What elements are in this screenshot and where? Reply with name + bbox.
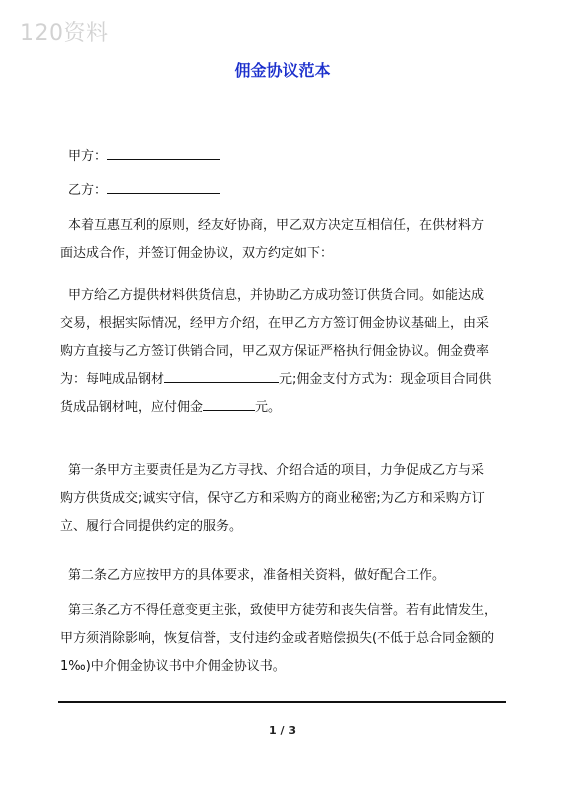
party-b-line bbox=[68, 180, 220, 200]
document-title: 佣金协议范本 bbox=[234, 61, 331, 80]
paragraph-line bbox=[60, 394, 510, 422]
party-a-label: 甲方： bbox=[68, 149, 108, 164]
paragraph-line: 第一条甲方主要责任是为乙方寻找、介绍合适的项目，力争促成乙方与采 bbox=[68, 463, 485, 478]
paragraph-line: 甲方给乙方提供材料供货信息，并协助乙方成功签订供货合同。如能达成 bbox=[68, 288, 485, 303]
paragraph-article-3 bbox=[60, 597, 510, 681]
commission-due-label: 货成品钢材吨，应付佣金 bbox=[60, 400, 204, 415]
paragraph-article-1 bbox=[60, 457, 510, 541]
rate-blank bbox=[164, 368, 279, 383]
yuan-text: 元。 bbox=[255, 400, 282, 415]
rate-label: 为：每吨成品钢材 bbox=[60, 372, 165, 387]
paragraph-line: 本着互惠互利的原则，经友好协商，甲乙双方决定互相信任，在供材料方 bbox=[68, 218, 485, 233]
paragraph-line: 第三条乙方不得任意变更主张，致使甲方徒劳和丧失信誉。若有此情发生， bbox=[68, 603, 498, 618]
commission-blank bbox=[203, 396, 255, 411]
paragraph-commission-terms bbox=[60, 282, 510, 422]
paragraph-article-2 bbox=[60, 562, 510, 590]
paragraph-line: 1‰)中介佣金协议书中介佣金协议书。 bbox=[60, 659, 286, 674]
paragraph-line: 甲方须消除影响，恢复信誉，支付违约金或者赔偿损失(不低于总合同金额的 bbox=[60, 631, 495, 646]
party-a-blank bbox=[107, 146, 220, 160]
paragraph-intro bbox=[60, 212, 510, 268]
footer-divider bbox=[58, 701, 506, 703]
paragraph-line: 第二条乙方应按甲方的具体要求，准备相关资料，做好配合工作。 bbox=[68, 568, 446, 583]
party-b-label: 乙方： bbox=[68, 183, 108, 198]
watermark: 120资料 bbox=[20, 21, 109, 46]
paragraph-line: 面达成合作，并签订佣金协议，双方约定如下： bbox=[60, 246, 334, 261]
paragraph-line: 购方直接与乙方签订供销合同，甲乙双方保证严格执行佣金协议。佣金费率 bbox=[60, 344, 490, 359]
page-number: 1 / 3 bbox=[269, 724, 296, 737]
paragraph-line: 交易，根据实际情况，经甲方介绍，在甲乙方方签订佣金协议基础上，由采 bbox=[60, 316, 490, 331]
payment-method-text: 元;佣金支付方式为：现金项目合同供 bbox=[279, 372, 492, 387]
party-a-line bbox=[68, 146, 220, 166]
party-b-blank bbox=[107, 180, 220, 194]
paragraph-line: 立、履行合同提供约定的服务。 bbox=[60, 519, 243, 534]
paragraph-line: 购方供货成交;诚实守信，保守乙方和采购方的商业秘密;为乙方和采购方订 bbox=[60, 491, 485, 506]
paragraph-line bbox=[60, 366, 510, 394]
